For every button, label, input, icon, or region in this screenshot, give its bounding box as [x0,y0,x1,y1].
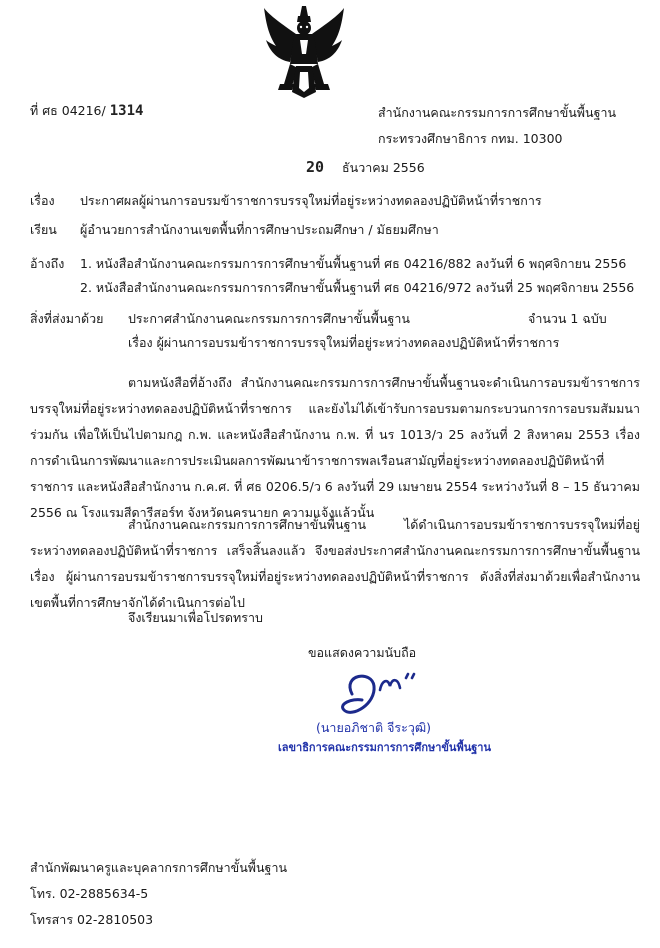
body-paragraph-2: สำนักงานคณะกรรมการการศึกษาขั้นพื้นฐาน ได้ดำเนินการอบรมข้าราชการบรรจุใหม่ที่อยู่ระหว่างทดลองปฏิบัติหน้าที่ราชการ เสร็จสิ้นลงแล้ว จึงขอส่งประกาศสำนักงานคณะกรรมการการศึกษาขั้นพื้นฐาน เรื่อง ผู้ผ่านการอบรมข้าราชการบรรจุใหม่ที่อยู่ระหว่างทดลองปฏิบัติหน้าที่ราชการ ดังสิ่งที่ส่งมาด้วยเพื่อสำนักงานเขตพื้นที่การศึกษาจักได้ดำเนินการต่อไป [30,517,640,610]
enclosure-label: สิ่งที่ส่งมาด้วย [30,311,104,326]
recipient-text: ผู้อำนวยการสำนักงานเขตพื้นที่การศึกษาประถมศึกษา / มัธยมศึกษา [80,222,439,237]
document-number [30,101,143,121]
closing-phrase: ขอแสดงความนับถือ [308,645,417,660]
document-number-handwritten: 1314 [109,103,144,119]
reference-item-2: 2. หนังสือสำนักงานคณะกรรมการการศึกษาขั้นพื้นฐานที่ ศธ 04216/972 ลงวันที่ 25 พฤศจิกายน 2556 [80,280,635,295]
enclosure-line-1: ประกาศสำนักงานคณะกรรมการการศึกษาขั้นพื้นฐาน [128,311,410,326]
office-address: กระทรวงศึกษาธิการ กทม. 10300 [378,131,563,146]
recipient-label: เรียน [30,222,57,237]
footer-department: สำนักพัฒนาครูและบุคลากรการศึกษาขั้นพื้นฐาน [30,860,288,875]
closing-request: จึงเรียนมาเพื่อโปรดทราบ [128,610,263,625]
reference-label: อ้างถึง [30,256,65,271]
enclosure-line-2: เรื่อง ผู้ผ่านการอบรมข้าราชการบรรจุใหม่ที่อยู่ระหว่างทดลองปฏิบัติหน้าที่ราชการ [128,335,560,350]
signature-icon [322,664,432,720]
document-date [306,158,425,178]
document-number-prefix: ที่ ศธ 04216/ [30,103,106,118]
footer-fax: โทรสาร 02-2810503 [30,912,154,927]
office-name: สำนักงานคณะกรรมการการศึกษาขั้นพื้นฐาน [378,105,617,120]
date-day-handwritten: 20 [306,158,325,176]
body-paragraph-1: ตามหนังสือที่อ้างถึง สำนักงานคณะกรรมการการศึกษาขั้นพื้นฐานจะดำเนินการอบรมข้าราชการบรรจุใหม่ที่อยู่ระหว่างทดลองปฏิบัติหน้าที่ราชการ และยังไม่ได้เข้ารับการอบรมตามกระบวนการการอบรมสัมมนาร่วมกัน เพื่อให้เป็นไปตามกฎ ก.พ. และหนังสือสำนักงาน ก.พ. ที่ นร 1013/ว 25 ลงวันที่ 2 สิงหาคม 2553 เรื่อง การดำเนินการพัฒนาและการประเมินผลการพัฒนาข้าราชการพลเรือนสามัญที่อยู่ระหว่างทดลองปฏิบัติหน้าที่ราชการ และหนังสือสำนักงาน ก.ค.ศ. ที่ ศธ 0206.5/ว 6 ลงวันที่ 29 เมษายน 2554 ระหว่างวันที่ 8 – 15 ธันวาคม 2556 ณ โรงแรมสีดารีสอร์ท จังหวัดนครนายก ความแจ้งแล้วนั้น [30,375,640,520]
reference-item-1: 1. หนังสือสำนักงานคณะกรรมการการศึกษาขั้นพื้นฐานที่ ศธ 04216/882 ลงวันที่ 6 พฤศจิกายน 2556 [80,256,627,271]
footer-phone: โทร. 02-2885634-5 [30,886,149,901]
garuda-emblem-icon [262,4,346,100]
signatory-name: (นายอภิชาติ จีระวุฒิ) [316,720,432,735]
enclosure-quantity: จำนวน 1 ฉบับ [528,311,607,326]
subject-label: เรื่อง [30,193,55,208]
signatory-position: เลขาธิการคณะกรรมการการศึกษาขั้นพื้นฐาน [278,741,491,754]
date-month-year: ธันวาคม 2556 [342,160,425,175]
subject-text: ประกาศผลผู้ผ่านการอบรมข้าราชการบรรจุใหม่ที่อยู่ระหว่างทดลองปฏิบัติหน้าที่ราชการ [80,193,542,208]
